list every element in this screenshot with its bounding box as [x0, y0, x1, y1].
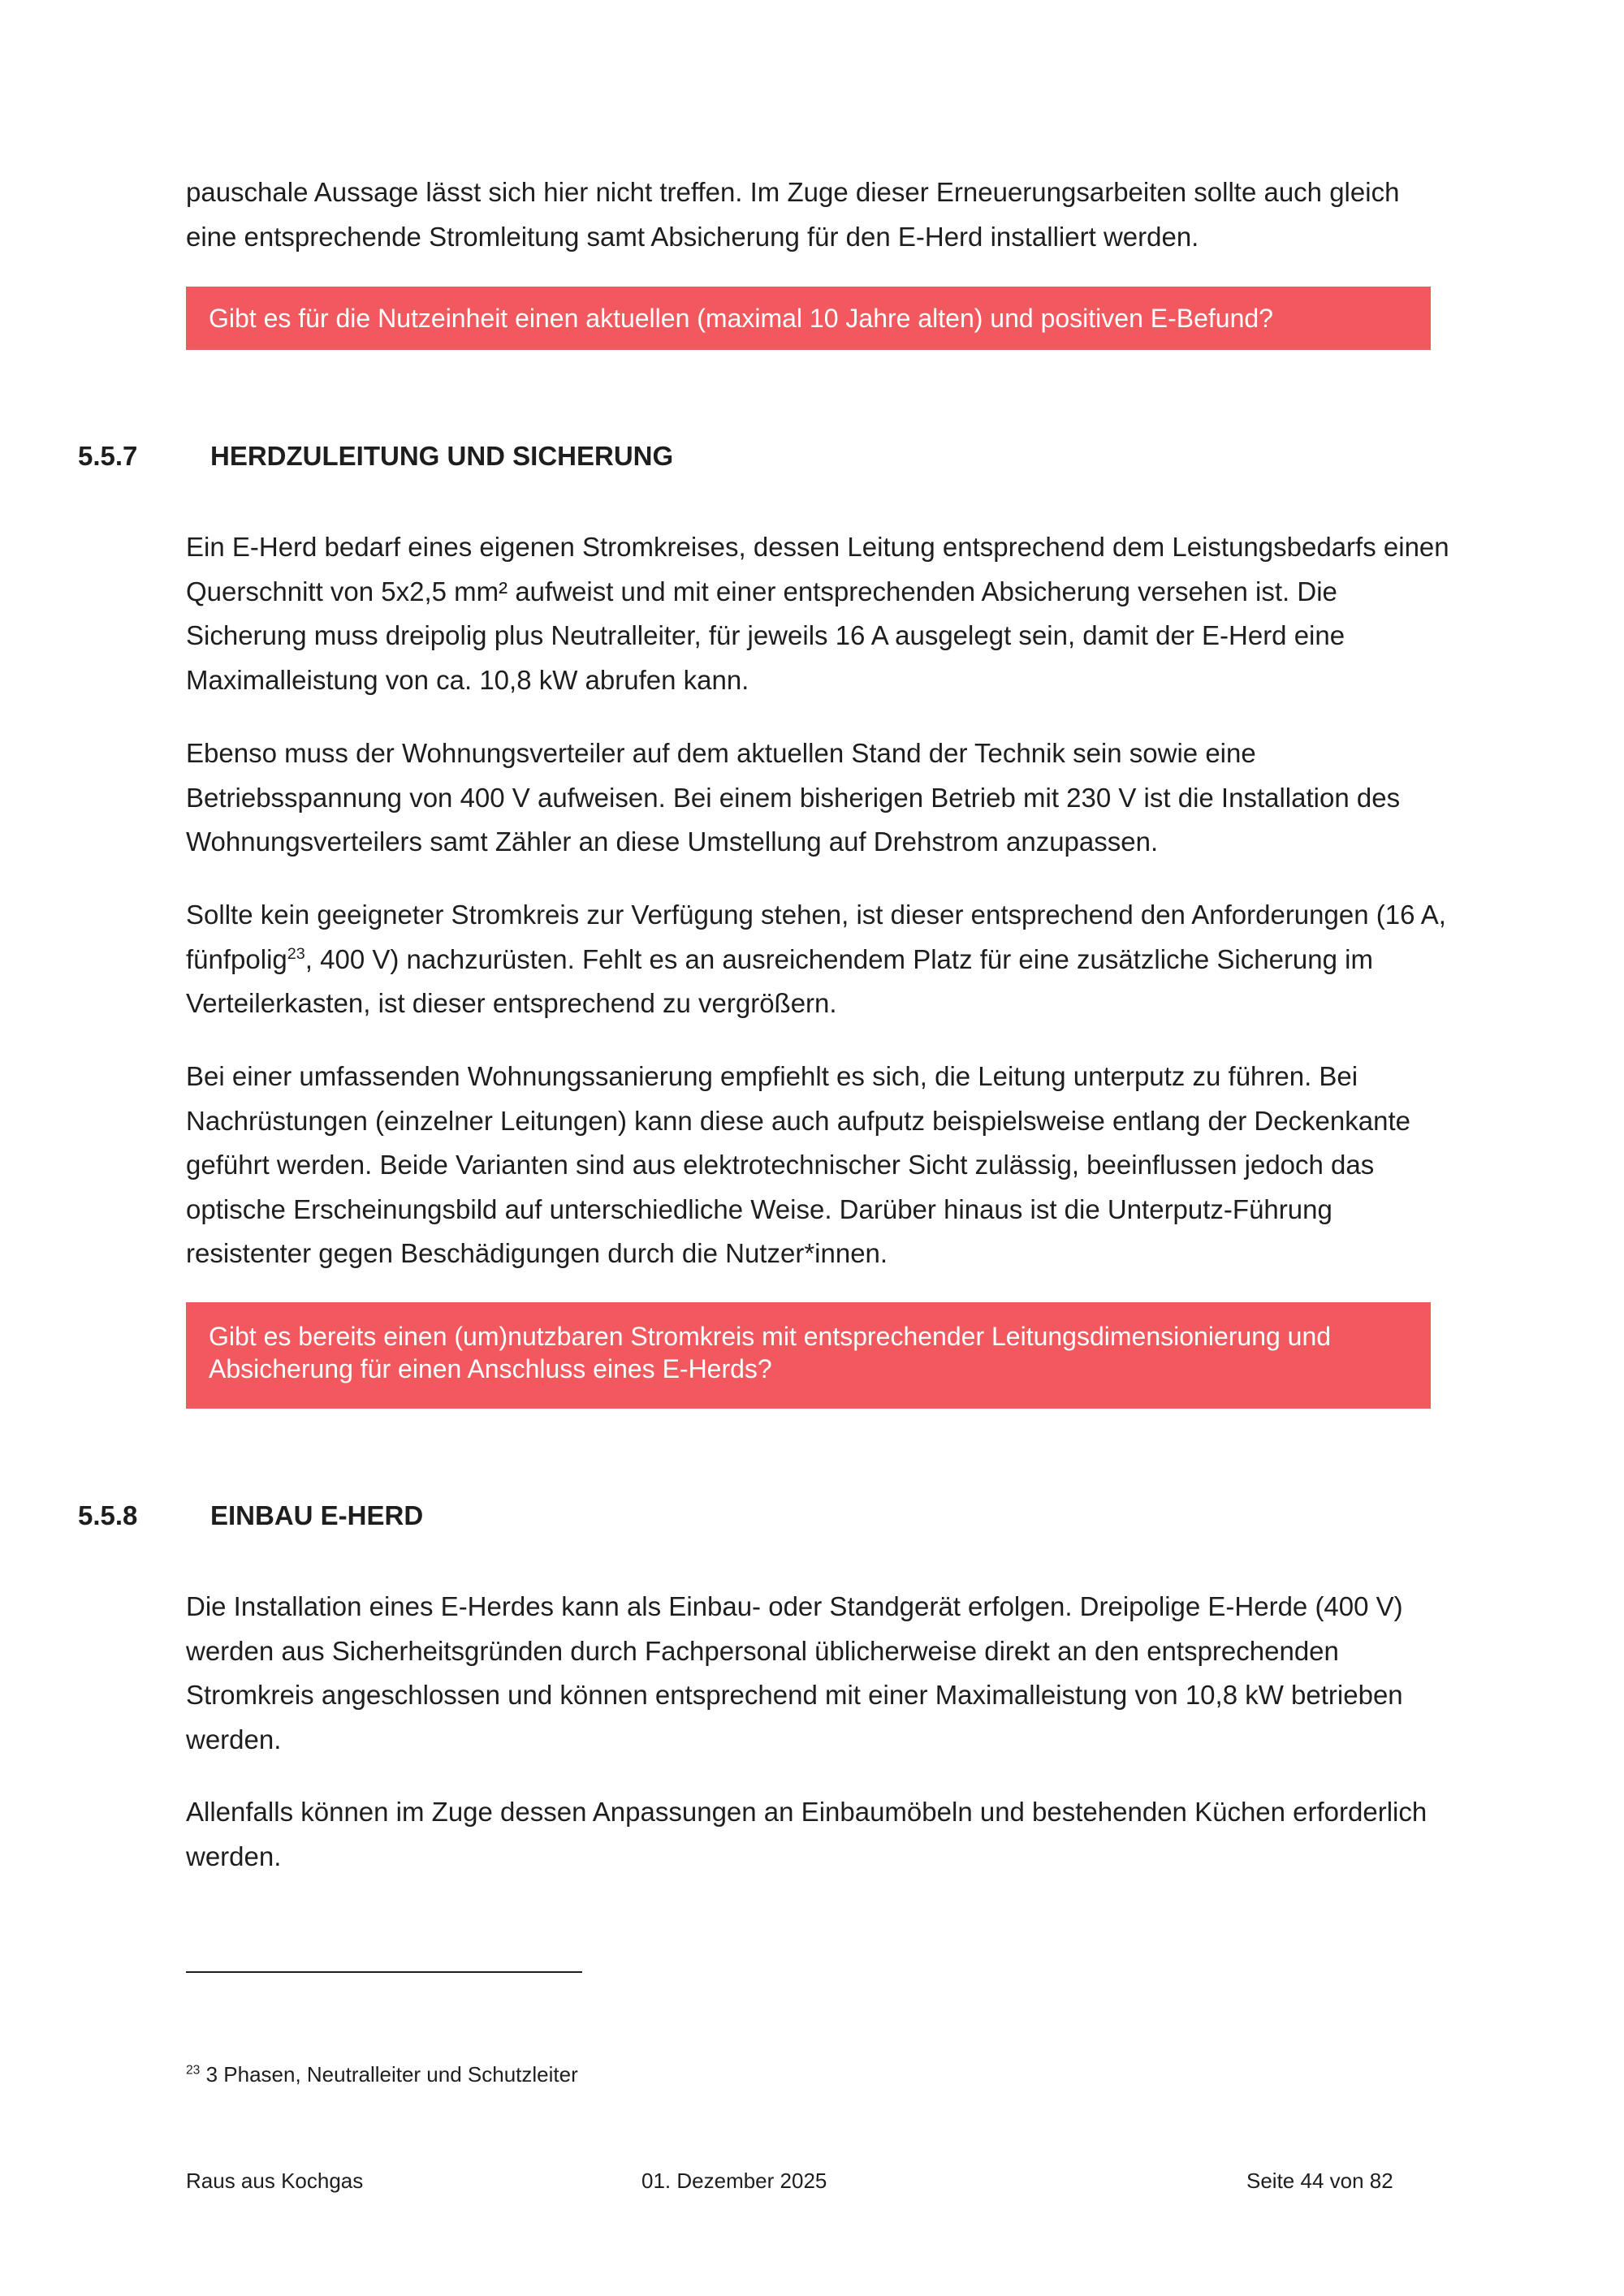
- footer-document-title: Raus aus Kochgas: [186, 2169, 364, 2193]
- footnote-ref-23[interactable]: 23: [287, 944, 305, 963]
- footnote-number: 23: [186, 2063, 201, 2078]
- footnote-text: 3 Phasen, Neutralleiter und Schutzleiter: [205, 2062, 578, 2087]
- footnote-23: [186, 2061, 578, 2088]
- p3-text-before: Sollte kein geeigneter Stromkreis zur Verfügung stehen, ist dieser entsprechend den Anforderungen (16 A, fünfpolig: [186, 900, 1446, 974]
- section-number-557: 5.5.7: [78, 441, 138, 471]
- section-title-557: HERDZULEITUNG UND SICHERUNG: [210, 441, 674, 471]
- section-557-paragraph-1: Ein E-Herd bedarf eines eigenen Stromkreises, dessen Leitung entsprechend dem Leistungsbedarfs einen Querschnitt von 5x2,5 mm² aufweist und mit einer entsprechenden Absicherung versehen ist. Die Sicherung muss dreipolig plus Neutralleiter, für jeweils 16 A ausgelegt sein, damit der E-Herd eine Maximalleistung von ca. 10,8 kW abrufen kann.: [186, 532, 1449, 695]
- callout-question-stromkreis: Gibt es bereits einen (um)nutzbaren Stromkreis mit entsprechender Leitungsdimensionierung und Absicherung für einen Anschluss eines E-Herds?: [186, 1302, 1431, 1409]
- callout-question-e-befund: Gibt es für die Nutzeinheit einen aktuellen (maximal 10 Jahre alten) und positiven E-Befund?: [186, 287, 1431, 350]
- section-557-paragraph-2: Ebenso muss der Wohnungsverteiler auf dem aktuellen Stand der Technik sein sowie eine Betriebsspannung von 400 V aufweisen. Bei einem bisherigen Betrieb mit 230 V ist die Installation des Wohnungsverteilers samt Zähler an diese Umstellung auf Drehstrom anzupassen.: [186, 738, 1401, 857]
- section-557-paragraph-4: Bei einer umfassenden Wohnungssanierung empfiehlt es sich, die Leitung unterputz zu führen. Bei Nachrüstungen (einzelner Leitungen) kann diese auch aufputz beispielsweise entlang der Deckenkante geführt werden. Beide Varianten sind aus elektrotechnischer Sicht zulässig, beeinflussen jedoch das optische Erscheinungsbild auf unterschiedliche Weise. Darüber hinaus ist die Unterputz-Führung resistenter gegen Beschädigungen durch die Nutzer*innen.: [186, 1061, 1410, 1268]
- section-558-paragraph-1: Die Installation eines E-Herdes kann als Einbau- oder Standgerät erfolgen. Dreipolige E-Herde (400 V) werden aus Sicherheitsgründen durch Fachpersonal üblicherweise direkt an den entsprechenden Stromkreis angeschlossen und können entsprechend mit einer Maximalleistung von 10,8 kW betrieben werden.: [186, 1591, 1403, 1754]
- section-number-558: 5.5.8: [78, 1500, 138, 1530]
- section-title-558: EINBAU E-HERD: [210, 1500, 424, 1530]
- footer-date: 01. Dezember 2025: [641, 2169, 827, 2193]
- section-558-paragraph-2: Allenfalls können im Zuge dessen Anpassungen an Einbaumöbeln und bestehenden Küchen erforderlich werden.: [186, 1797, 1427, 1871]
- footnote-separator: [186, 1971, 582, 1973]
- section-557-paragraph-3: [186, 893, 1465, 1026]
- footer-page-number: Seite 44 von 82: [1246, 2169, 1393, 2193]
- intro-paragraph: pauschale Aussage lässt sich hier nicht treffen. Im Zuge dieser Erneuerungsarbeiten sollte auch gleich eine entsprechende Stromleitung samt Absicherung für den E-Herd installiert werden.: [186, 177, 1400, 252]
- p3-text-after: , 400 V) nachzurüsten. Fehlt es an ausreichendem Platz für eine zusätzliche Sicherung im Verteilerkasten, ist dieser entsprechend zu vergrößern.: [186, 943, 1373, 1018]
